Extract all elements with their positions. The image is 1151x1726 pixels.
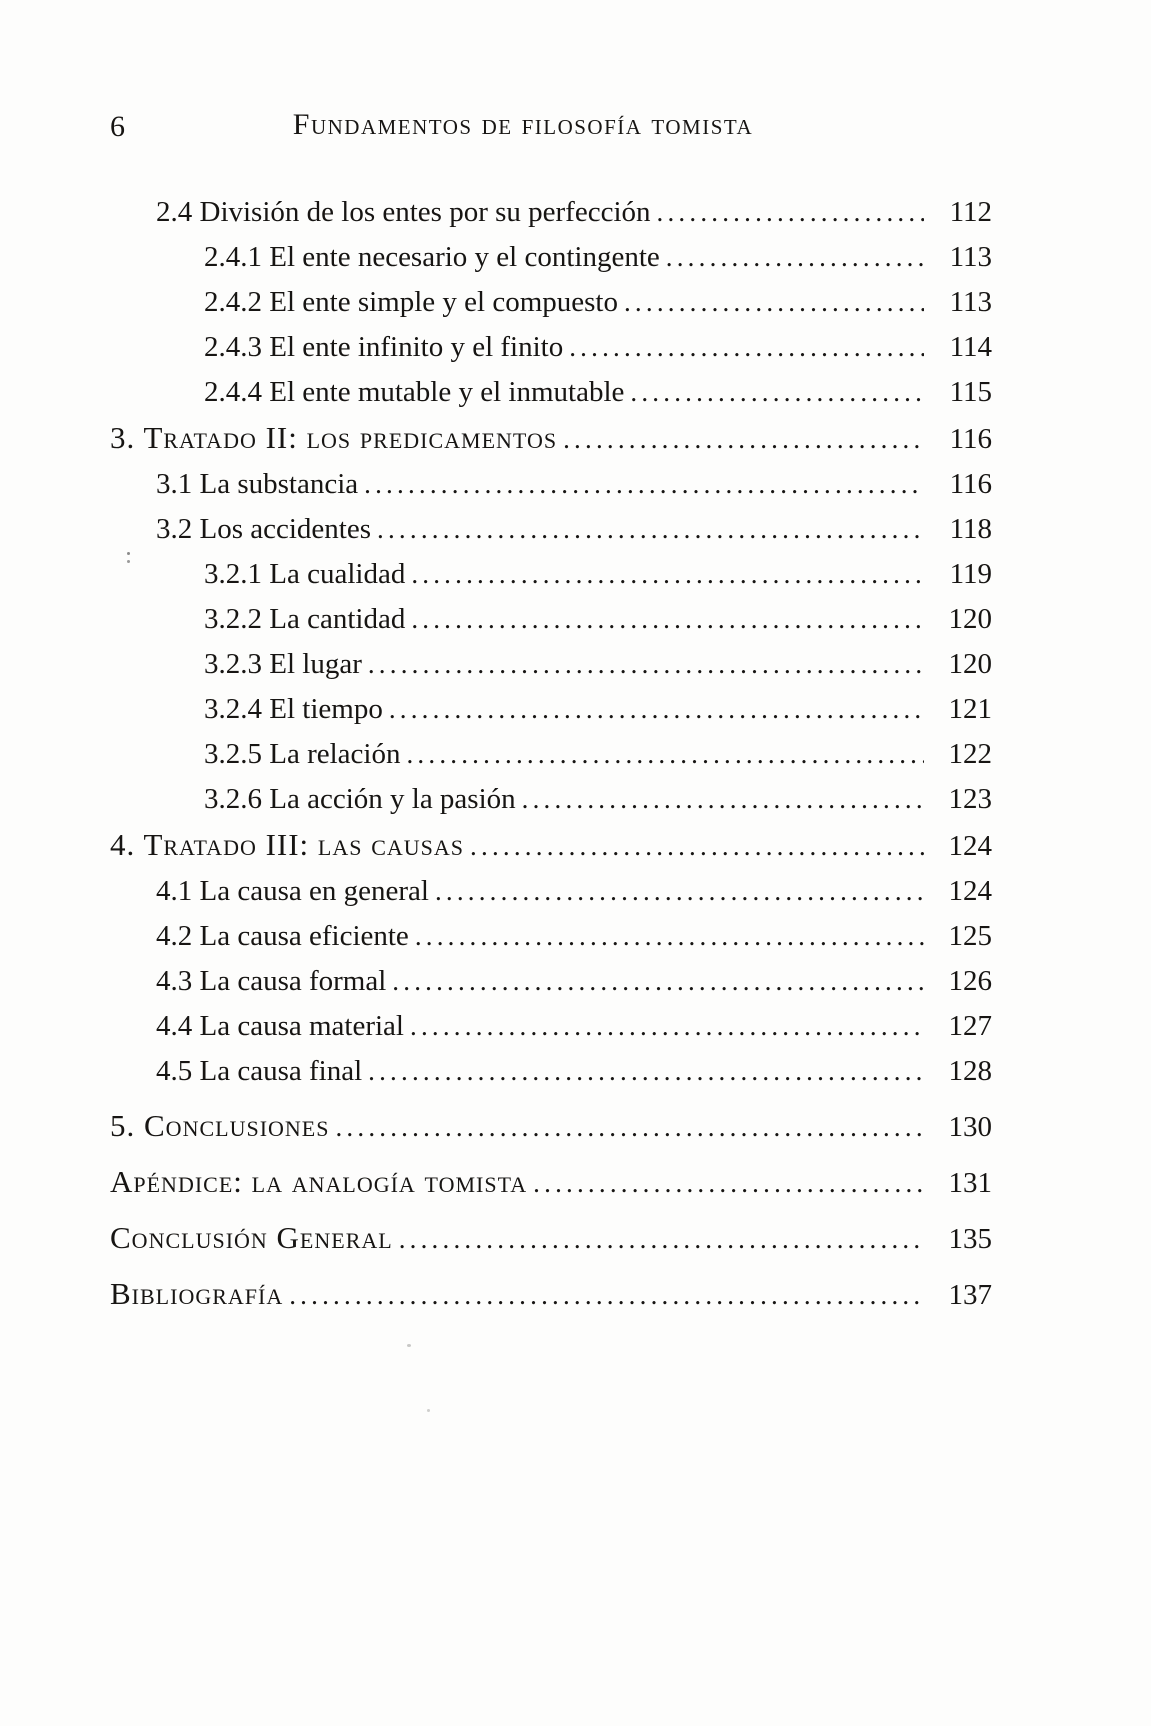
toc-entry-page: 131	[948, 1167, 992, 1199]
toc-entry-label: 3.2.4 El tiempo	[204, 693, 383, 725]
dot-leader	[435, 869, 924, 914]
toc-entry-label: 4. Tratado III: las causas	[110, 827, 465, 862]
toc-entry	[110, 235, 992, 280]
toc-entry-label: 4.3 La causa formal	[156, 965, 387, 997]
toc-entry-page: 120	[948, 603, 992, 635]
dot-leader	[624, 280, 924, 325]
toc-entry-label: 2.4.1 El ente necesario y el contingente	[204, 241, 660, 273]
toc-entry-label: 2.4.2 El ente simple y el compuesto	[204, 286, 618, 318]
toc-entry	[110, 687, 992, 732]
dot-leader	[335, 1103, 924, 1150]
dot-leader	[522, 777, 924, 822]
toc-entry	[110, 1049, 992, 1094]
toc-entry-page: 116	[949, 468, 992, 500]
dot-leader	[411, 552, 924, 597]
toc-entry	[110, 190, 992, 235]
toc-entry-page: 127	[948, 1010, 992, 1042]
toc-entry-label: 5. Conclusiones	[110, 1108, 330, 1143]
toc-entry-page: 115	[949, 376, 992, 408]
toc-entry-label: 4.2 La causa eficiente	[156, 920, 409, 952]
toc-entry-page: 116	[949, 423, 992, 455]
dot-leader	[411, 597, 924, 642]
toc-entry	[110, 597, 992, 642]
toc-entry	[110, 914, 992, 959]
toc-entry-page: 123	[948, 783, 992, 815]
toc-entry-page: 124	[948, 830, 992, 862]
dot-leader	[368, 642, 924, 687]
toc-entry-page: 128	[948, 1055, 992, 1087]
toc-entry-page: 135	[948, 1223, 992, 1255]
dot-leader	[389, 687, 924, 732]
toc-entry-label: 2.4 División de los entes por su perfección	[156, 196, 651, 228]
dot-leader	[563, 415, 924, 462]
toc-entry-label: 2.4.3 El ente infinito y el finito	[204, 331, 564, 363]
toc-entry	[110, 822, 992, 869]
toc-entry	[110, 959, 992, 1004]
scan-speck	[427, 1409, 430, 1412]
toc-entry-label: 3. Tratado II: los predicamentos	[110, 420, 558, 455]
toc-entry-page: 126	[948, 965, 992, 997]
toc-entry-label: 3.1 La substancia	[156, 468, 359, 500]
dot-leader	[533, 1159, 924, 1206]
toc-entry-page: 125	[948, 920, 992, 952]
toc-entry-label: Apéndice: la analogía tomista	[110, 1164, 528, 1199]
dot-leader	[470, 822, 924, 869]
toc-entry-page: 119	[949, 558, 992, 590]
toc-entry	[110, 552, 992, 597]
toc-entry-page: 113	[949, 241, 992, 273]
toc-entry	[110, 777, 992, 822]
toc-entry-label: 4.5 La causa final	[156, 1055, 363, 1087]
toc-entry	[110, 1103, 992, 1150]
dot-leader	[657, 190, 924, 235]
toc-entry-label: 3.2.1 La cualidad	[204, 558, 406, 590]
toc-list	[110, 190, 992, 1318]
toc-entry-page: 112	[949, 196, 992, 228]
dot-leader	[377, 507, 924, 552]
toc-entry-page: 130	[948, 1111, 992, 1143]
toc-entry-label: 4.4 La causa material	[156, 1010, 404, 1042]
dot-leader	[666, 235, 924, 280]
toc-entry-label: 4.1 La causa en general	[156, 875, 429, 907]
dot-leader	[399, 1215, 924, 1262]
dot-leader	[415, 914, 924, 959]
toc-entry-page: 124	[948, 875, 992, 907]
toc-entry-label: 3.2.3 El lugar	[204, 648, 362, 680]
scan-speck	[407, 1344, 411, 1347]
dot-leader	[410, 1004, 924, 1049]
toc-entry-label: 2.4.4 El ente mutable y el inmutable	[204, 376, 625, 408]
toc-entry-page: 137	[948, 1279, 992, 1311]
running-title: Fundamentos de filosofía tomista	[292, 108, 754, 141]
toc-entry	[110, 507, 992, 552]
toc-entry	[110, 462, 992, 507]
toc-entry	[110, 1271, 992, 1318]
dot-leader	[364, 462, 924, 507]
scan-speck	[127, 552, 130, 555]
toc-entry-page: 113	[949, 286, 992, 318]
dot-leader	[289, 1271, 924, 1318]
page-number-folio: 6	[110, 110, 125, 143]
toc-entry-page: 118	[949, 513, 992, 545]
dot-leader	[368, 1049, 924, 1094]
toc-entry	[110, 325, 992, 370]
toc-entry	[110, 1159, 992, 1206]
toc-entry-label: 3.2.5 La relación	[204, 738, 401, 770]
running-header	[110, 108, 936, 152]
toc-entry	[110, 370, 992, 415]
toc-entry	[110, 732, 992, 777]
toc-entry-label: Bibliografía	[110, 1276, 284, 1311]
toc-entry-label: 3.2.6 La acción y la pasión	[204, 783, 516, 815]
dot-leader	[630, 370, 924, 415]
toc-entry-label: 3.2 Los accidentes	[156, 513, 372, 545]
toc-entry	[110, 642, 992, 687]
toc-entry-label: 3.2.2 La cantidad	[204, 603, 406, 635]
toc-entry	[110, 280, 992, 325]
toc-entry	[110, 1215, 992, 1262]
toc-entry-page: 120	[948, 648, 992, 680]
toc-entry-page: 114	[949, 331, 992, 363]
dot-leader	[406, 732, 924, 777]
dot-leader	[569, 325, 924, 370]
toc-entry	[110, 1004, 992, 1049]
toc-entry-label: Conclusión General	[110, 1220, 393, 1255]
toc-entry-page: 121	[948, 693, 992, 725]
dot-leader	[392, 959, 924, 1004]
toc-entry-page: 122	[948, 738, 992, 770]
toc-entry	[110, 869, 992, 914]
toc-entry	[110, 415, 992, 462]
